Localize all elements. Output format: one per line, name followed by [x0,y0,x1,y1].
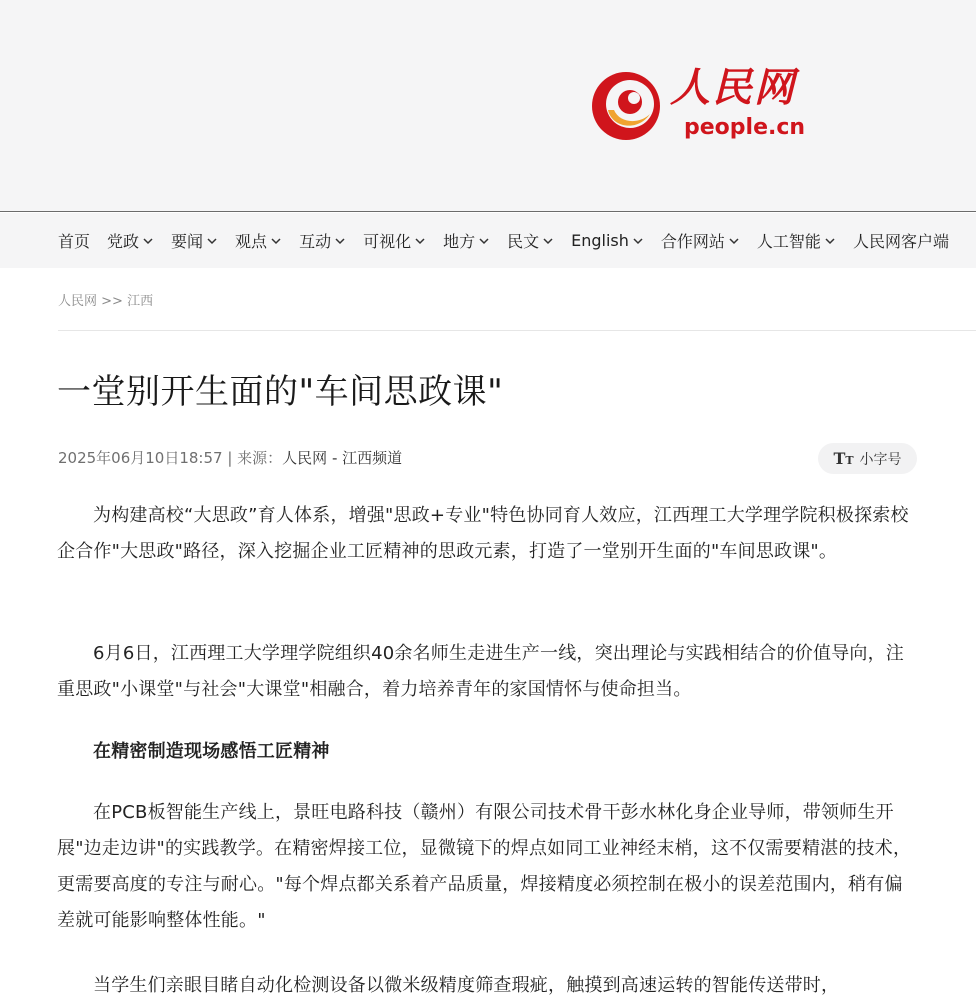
nav-item-label: 民文 [507,232,540,251]
publish-datetime: 2025年06月10日18:57 [58,449,223,467]
nav-item[interactable] [107,229,154,252]
header-banner [0,0,976,212]
breadcrumb-separator: >> [97,294,128,309]
nav-item[interactable] [853,229,949,252]
nav-item[interactable] [58,229,90,252]
chevron-down-icon [334,235,346,247]
nav-item[interactable] [299,229,346,252]
nav-item-label: 人工智能 [756,232,821,251]
breadcrumb-home[interactable]: 人民网 [58,294,98,309]
font-size-toggle-button[interactable] [818,443,917,474]
nav-item[interactable] [443,229,490,252]
nav-item[interactable] [171,229,218,252]
nav-list [58,213,966,268]
chevron-down-icon [478,235,490,247]
font-size-toggle-label: 小字号 [859,451,902,468]
nav-item-label: 党政 [107,232,140,251]
nav-item-label: 首页 [58,232,91,251]
chevron-down-icon [824,235,836,247]
chevron-down-icon [632,235,644,247]
nav-item[interactable] [235,229,282,252]
nav-item-label: 观点 [235,232,268,251]
nav-item[interactable] [507,229,554,252]
article-paragraph: 当学生们亲眼目睹自动化检测设备以微米级精度筛查瑕疵，触摸到高速运转的智能传送带时， [93,975,840,996]
source-prefix: | 来源： [222,449,283,467]
source-link[interactable]: 人民网 - 江西频道 [282,449,403,467]
chevron-down-icon [142,235,154,247]
nav-item-label: 互动 [299,232,332,251]
nav-item-label: 地方 [443,232,476,251]
article-title: 一堂别开生面的"车间思政课" [57,372,504,412]
font-size-icon: TT [833,449,854,468]
article-meta [58,448,402,468]
nav-item-label: 合作网站 [660,232,725,251]
breadcrumb-channel[interactable]: 江西 [127,294,154,309]
nav-item[interactable] [363,229,426,252]
article-paragraph: 在PCB板智能生产线上，景旺电路科技（赣州）有限公司技术骨干彭水林化身企业导师，带领师生开展"边走边讲"的实践教学。在精密焊接工位，显微镜下的焊点如同工业神经末梢，这不仅需要精湛的技术，更需要高度的专注与耐心。"每个焊点都关系着产品质量，焊接精度必须控制在极小的误差范围内，稍有偏差就可能影响整体性能。" [57,802,912,931]
nav-item[interactable] [571,231,644,250]
nav-item-label: 可视化 [363,232,412,251]
article-subheading: 在精密制造现场感悟工匠精神 [93,741,330,762]
logo-chinese-text: 人民网 [670,64,796,111]
divider [58,330,976,331]
article-paragraph: 为构建高校“大思政”育人体系，增强"思政+专业"特色协同育人效应，江西理工大学理学院积极探索校企合作"大思政"路径，深入挖掘企业工匠精神的思政元素，打造了一堂别开生面的"车间思政课"。 [57,505,909,562]
chevron-down-icon [270,235,282,247]
logo-english-text: people.cn [684,115,806,140]
nav-item[interactable] [757,229,836,252]
site-logo[interactable] [590,64,810,148]
chevron-down-icon [206,235,218,247]
nav-item-label: 人民网客户端 [852,232,949,251]
chevron-down-icon [542,235,554,247]
article-paragraph: 6月6日，江西理工大学理学院组织40余名师生走进生产一线，突出理论与实践相结合的价值导向，注重思政"小课堂"与社会"大课堂"相融合，着力培养青年的家国情怀与使命担当。 [57,643,905,700]
breadcrumb [58,290,153,309]
nav-item-label: 要闻 [171,232,204,251]
nav-item-label: English [571,231,629,250]
nav-item[interactable] [661,229,740,252]
people-logo-emblem-icon [590,70,662,142]
main-nav [0,213,976,268]
chevron-down-icon [414,235,426,247]
chevron-down-icon [728,235,740,247]
